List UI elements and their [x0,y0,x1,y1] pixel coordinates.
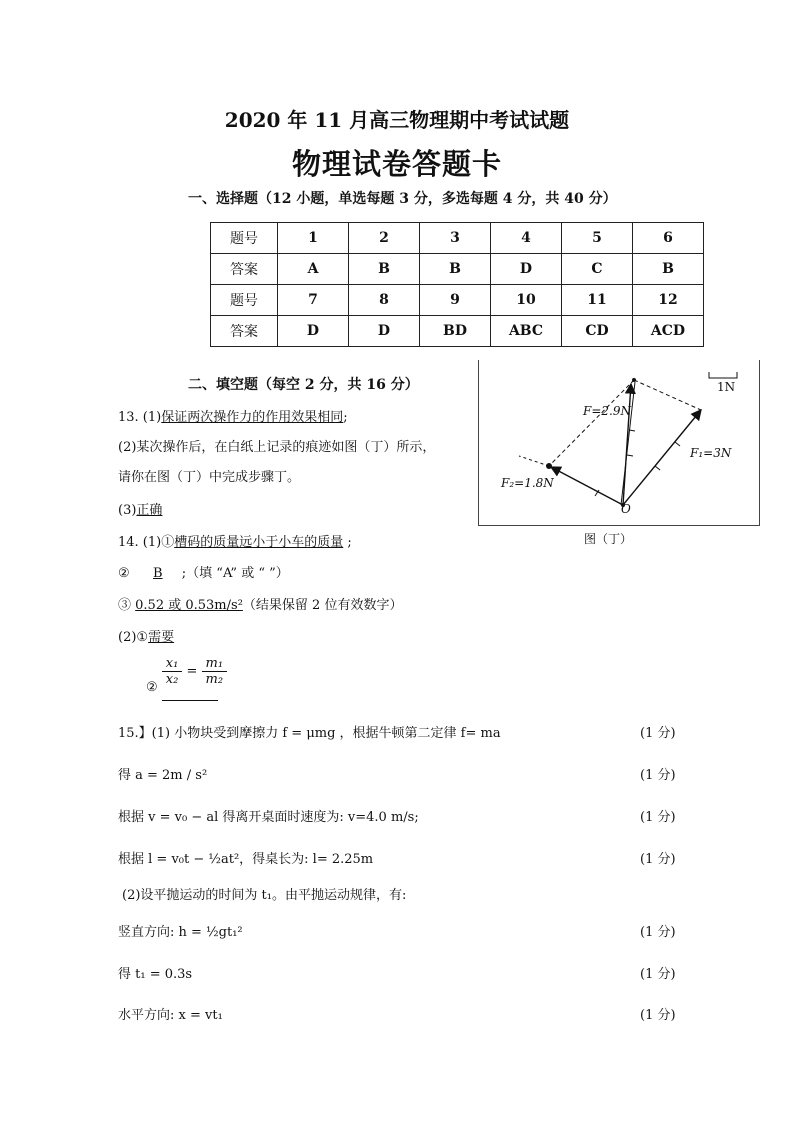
exam-title: 2020 年 11 月高三物理期中考试试题 [224,108,570,132]
q14-part1-suffix: ; [343,535,352,550]
q13-part1-suffix: ; [343,410,348,425]
row-label: 题号 [211,223,278,254]
label-f1: F₁=3N [690,446,732,460]
resultant-line [621,382,635,505]
figure-caption: 图（丁） [584,532,633,546]
table-cell: 5 [562,223,633,254]
label-origin: O [621,502,631,516]
q14-part3-answer: 0.52 或 0.53m/s² [135,598,243,613]
f-vector [623,384,631,505]
q14-part4 [118,626,196,645]
fraction-right-numerator: m₁ [202,656,228,672]
section1-heading: 一、选择题（12 小题，单选每题 3 分，多选每题 4 分，共 40 分） [188,191,617,207]
q13-part3 [118,499,162,518]
table-row [211,316,704,347]
figure-box [478,360,760,526]
q14-part2-answer: B [153,566,163,581]
q15-line: 根据 l = v₀t − ½at²，得桌长为: l= 2.25m [118,852,374,867]
f2-vector [551,467,623,505]
q14-part3-prefix: ③ [118,598,132,613]
q14-part1 [118,531,352,550]
q13-part2-line2: 请你在图（丁）中完成步骤丁。 [118,470,301,485]
q13-part1-answer: 保证两次操作力的作用效果相同 [161,410,344,425]
q14-part5 [146,656,227,695]
table-cell: B [349,254,420,285]
answer-underline [162,700,218,701]
row-label: 答案 [211,316,278,347]
q15-score: (1 分) [640,967,676,982]
table-cell: 1 [278,223,349,254]
q13-part1 [118,406,348,425]
section2-heading: 二、填空题（每空 2 分，共 16 分） [188,377,419,393]
q13-part3-answer: 正确 [136,503,163,518]
table-row [211,223,704,254]
table-cell: CD [562,316,633,347]
answer-card-title: 物理试卷答题卡 [291,147,502,181]
table-cell: D [278,316,349,347]
table-cell: 2 [349,223,420,254]
q15-line: 得 t₁ = 0.3s [118,967,193,982]
fraction-left-numerator: x₁ [162,656,183,672]
row-label: 题号 [211,285,278,316]
q14-part1-answer: 槽码的质量远小于小车的质量 [174,535,344,550]
table-cell: 9 [420,285,491,316]
table-cell: C [562,254,633,285]
q14-part3-suffix: （结果保留 2 位有效数字） [242,598,403,613]
table-cell: ABC [491,316,562,347]
dashed-side-left [549,380,634,466]
q14-part4-prefix: (2)① [118,630,149,645]
q15-line: 15.】(1) 小物块受到摩擦力 f = μmg ，根据牛顿第二定律 f= ma [118,726,501,741]
q15-score: (1 分) [640,810,676,825]
dashed-ext-f2 [519,456,549,466]
q15-score: (1 分) [640,1008,676,1023]
table-row [211,254,704,285]
q14-part2 [118,562,289,581]
table-cell: ACD [633,316,704,347]
q13-part3-prefix: (3) [118,503,137,518]
point-f2-end [546,463,552,469]
table-cell: 4 [491,223,562,254]
answer-table [210,222,704,347]
table-cell: B [420,254,491,285]
q15-score: (1 分) [640,768,676,783]
q15-line: 竖直方向: h = ½gt₁² [118,925,243,940]
scale-label: 1N [717,380,736,394]
table-cell: 6 [633,223,704,254]
q15-score: (1 分) [640,852,676,867]
q13-part2-line1: (2)某次操作后，在白纸上记录的痕迹如图（丁）所示， [118,440,436,455]
table-cell: 12 [633,285,704,316]
row-label: 答案 [211,254,278,285]
q15-score: (1 分) [640,925,676,940]
table-cell: 10 [491,285,562,316]
fraction-right-denominator: m₂ [205,672,224,687]
fraction-left-denominator: x₂ [165,672,179,687]
label-f2: F₂=1.8N [501,476,554,490]
table-cell: 3 [420,223,491,254]
fraction-right [202,656,228,687]
q14-part2-suffix: ;（填 “A” 或 “ ”） [181,566,289,581]
table-cell: B [633,254,704,285]
q14-part5-prefix: ② [146,680,158,695]
table-cell: 7 [278,285,349,316]
table-row [211,285,704,316]
q15-score: (1 分) [640,726,676,741]
table-cell: D [491,254,562,285]
q14-part2-prefix: ② [118,566,130,581]
table-cell: BD [420,316,491,347]
q14-part3 [118,594,402,613]
q14-part1-prefix: 14. (1)① [118,535,175,550]
point-f-end [632,378,636,382]
q15-line: (2)设平抛运动的时间为 t₁。由平抛运动规律，有: [122,888,407,903]
q15-line: 根据 v = v₀ − al 得离开桌面时速度为: v=4.0 m/s; [118,810,419,825]
equals-sign: = [186,664,198,679]
table-cell: 8 [349,285,420,316]
dashed-side-top [634,380,701,410]
q15-line: 得 a = 2m / s² [118,768,208,783]
q14-part4-answer: 需要 [148,630,175,645]
scale-bar [709,372,737,378]
fraction-left [162,656,183,687]
q15-line: 水平方向: x = vt₁ [118,1008,223,1023]
table-cell: 11 [562,285,633,316]
q13-part1-prefix: 13. (1) [118,410,162,425]
table-cell: D [349,316,420,347]
label-f: F=2.9N [583,404,631,418]
table-cell: A [278,254,349,285]
